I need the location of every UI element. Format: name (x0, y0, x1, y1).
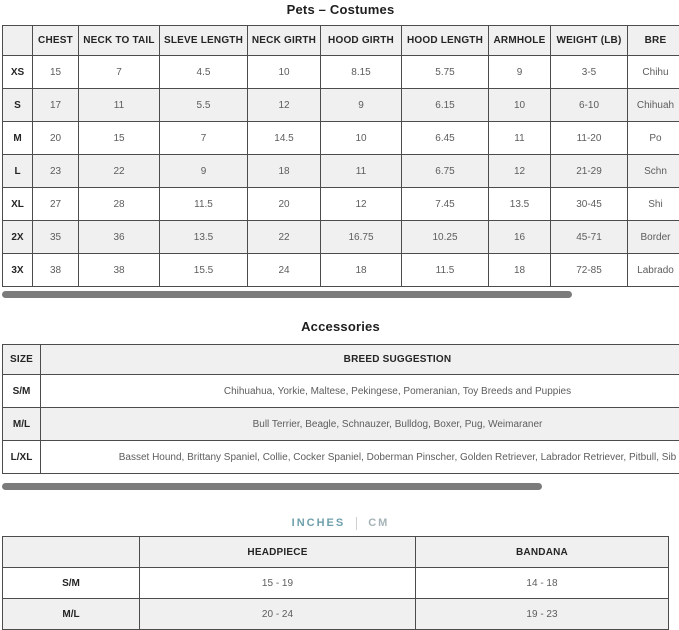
table-cell: 18 (321, 254, 402, 287)
table-cell: 7 (79, 56, 160, 89)
table-cell: 6.15 (402, 89, 489, 122)
headpiece-bandana-section (2, 536, 679, 630)
bandana-cell: 14 - 18 (416, 568, 669, 599)
costumes-header-row (3, 26, 679, 56)
table-row (3, 254, 679, 287)
table-cell: 13.5 (489, 188, 551, 221)
accessories-header-row (3, 345, 679, 375)
table-cell: 3-5 (551, 56, 628, 89)
table-cell: 23 (33, 155, 79, 188)
table-cell: 14.5 (248, 122, 321, 155)
table-cell: 21-29 (551, 155, 628, 188)
table-cell: 72-85 (551, 254, 628, 287)
table-cell: 35 (33, 221, 79, 254)
table-cell: 7 (160, 122, 248, 155)
table-cell: 38 (79, 254, 160, 287)
table-cell: 12 (321, 188, 402, 221)
headpiece-bandana-table (2, 536, 669, 630)
table-cell: 13.5 (160, 221, 248, 254)
table-cell: 18 (248, 155, 321, 188)
column-header-hood-length: HOOD LENGTH (402, 26, 489, 56)
table-cell: 28 (79, 188, 160, 221)
size-label: S (3, 89, 33, 122)
size-label: M (3, 122, 33, 155)
column-header (3, 537, 140, 568)
table-cell: Chihuah (628, 89, 679, 122)
table-cell: 15 (79, 122, 160, 155)
table-cell: 10 (321, 122, 402, 155)
table-cell: 22 (79, 155, 160, 188)
table-row (3, 599, 669, 630)
size-label: M/L (3, 408, 41, 441)
table-cell: 9 (321, 89, 402, 122)
table-cell: 9 (160, 155, 248, 188)
column-header-size: SIZE (3, 345, 41, 375)
table-cell: 11 (489, 122, 551, 155)
table-cell: 45-71 (551, 221, 628, 254)
table-cell: 5.5 (160, 89, 248, 122)
table-cell: 36 (79, 221, 160, 254)
table-cell: 8.15 (321, 56, 402, 89)
sizing-header-row (3, 537, 669, 568)
table-cell: 7.45 (402, 188, 489, 221)
headpiece-cell: 20 - 24 (140, 599, 416, 630)
size-label: 2X (3, 221, 33, 254)
scrollbar-thumb[interactable] (2, 483, 542, 490)
column-header-breed-suggestion: BREED SUGGESTION (41, 345, 679, 375)
table-cell: 20 (33, 122, 79, 155)
size-label: 3X (3, 254, 33, 287)
table-cell: 15.5 (160, 254, 248, 287)
table-cell: 11.5 (160, 188, 248, 221)
table-cell: 22 (248, 221, 321, 254)
costumes-section (2, 2, 679, 298)
table-cell: Border (628, 221, 679, 254)
size-label: XS (3, 56, 33, 89)
unit-toggle (2, 516, 679, 530)
table-cell: 18 (489, 254, 551, 287)
size-label: S/M (3, 568, 140, 599)
table-row (3, 155, 679, 188)
table-row (3, 56, 679, 89)
costumes-horizontal-scrollbar[interactable] (2, 291, 679, 298)
breed-suggestion-cell: Chihuahua, Yorkie, Maltese, Pekingese, Pomeranian, Toy Breeds and Puppies (41, 375, 679, 408)
column-header-sleve-length: SLEVE LENGTH (160, 26, 248, 56)
table-cell: 15 (33, 56, 79, 89)
table-cell: 10 (248, 56, 321, 89)
accessories-section (2, 319, 679, 490)
table-cell: 5.75 (402, 56, 489, 89)
table-row (3, 375, 679, 408)
breed-suggestion-cell: Bull Terrier, Beagle, Schnauzer, Bulldog, Boxer, Pug, Weimaraner (41, 408, 679, 441)
unit-separator (356, 517, 357, 530)
size-label: S/M (3, 375, 41, 408)
table-cell: 6.75 (402, 155, 489, 188)
column-header-neck-girth: NECK GIRTH (248, 26, 321, 56)
table-cell: 11 (79, 89, 160, 122)
size-label: M/L (3, 599, 140, 630)
table-cell: 6.45 (402, 122, 489, 155)
size-label: L (3, 155, 33, 188)
table-row (3, 122, 679, 155)
table-cell: 4.5 (160, 56, 248, 89)
scrollbar-thumb[interactable] (2, 291, 572, 298)
table-cell: 20 (248, 188, 321, 221)
column-header-chest: CHEST (33, 26, 79, 56)
cm-tab[interactable]: CM (368, 517, 390, 529)
column-header-bandana: BANDANA (416, 537, 669, 568)
bandana-cell: 19 - 23 (416, 599, 669, 630)
table-cell: Labrado (628, 254, 679, 287)
column-header-armhole: ARMHOLE (489, 26, 551, 56)
table-cell: 16 (489, 221, 551, 254)
table-cell: Chihu (628, 56, 679, 89)
inches-tab[interactable]: INCHES (291, 517, 346, 529)
accessories-title: Accessories (301, 319, 380, 334)
table-cell: 27 (33, 188, 79, 221)
accessories-horizontal-scrollbar[interactable] (2, 483, 679, 490)
accessories-table (2, 344, 679, 474)
table-row (3, 568, 669, 599)
column-header-headpiece: HEADPIECE (140, 537, 416, 568)
size-label: XL (3, 188, 33, 221)
costumes-table-viewport (2, 25, 679, 287)
table-cell: Shi (628, 188, 679, 221)
size-label: L/XL (3, 441, 41, 474)
column-header-neck-to-tail: NECK TO TAIL (79, 26, 160, 56)
headpiece-cell: 15 - 19 (140, 568, 416, 599)
table-row (3, 188, 679, 221)
column-header-breed: BRE (628, 26, 679, 56)
table-cell: 38 (33, 254, 79, 287)
column-header (3, 26, 33, 56)
table-cell: 11-20 (551, 122, 628, 155)
table-cell: 12 (489, 155, 551, 188)
table-row (3, 408, 679, 441)
table-cell: 11 (321, 155, 402, 188)
table-row (3, 89, 679, 122)
costumes-table (2, 25, 679, 287)
table-cell: Po (628, 122, 679, 155)
table-cell: 10 (489, 89, 551, 122)
breed-suggestion-cell: Basset Hound, Brittany Spaniel, Collie, Cocker Spaniel, Doberman Pinscher, Golden Retriever, Labrador Retriever, Pitbull, Sib (41, 441, 679, 474)
table-cell: 6-10 (551, 89, 628, 122)
table-row (3, 441, 679, 474)
table-cell: 24 (248, 254, 321, 287)
accessories-table-viewport (2, 344, 679, 474)
table-cell: 11.5 (402, 254, 489, 287)
table-cell: 12 (248, 89, 321, 122)
costumes-title: Pets – Costumes (286, 2, 395, 17)
table-row (3, 221, 679, 254)
column-header-hood-girth: HOOD GIRTH (321, 26, 402, 56)
table-cell: 9 (489, 56, 551, 89)
table-cell: 16.75 (321, 221, 402, 254)
table-cell: 10.25 (402, 221, 489, 254)
table-cell: Schn (628, 155, 679, 188)
column-header-weight: WEIGHT (LB) (551, 26, 628, 56)
table-cell: 30-45 (551, 188, 628, 221)
table-cell: 17 (33, 89, 79, 122)
